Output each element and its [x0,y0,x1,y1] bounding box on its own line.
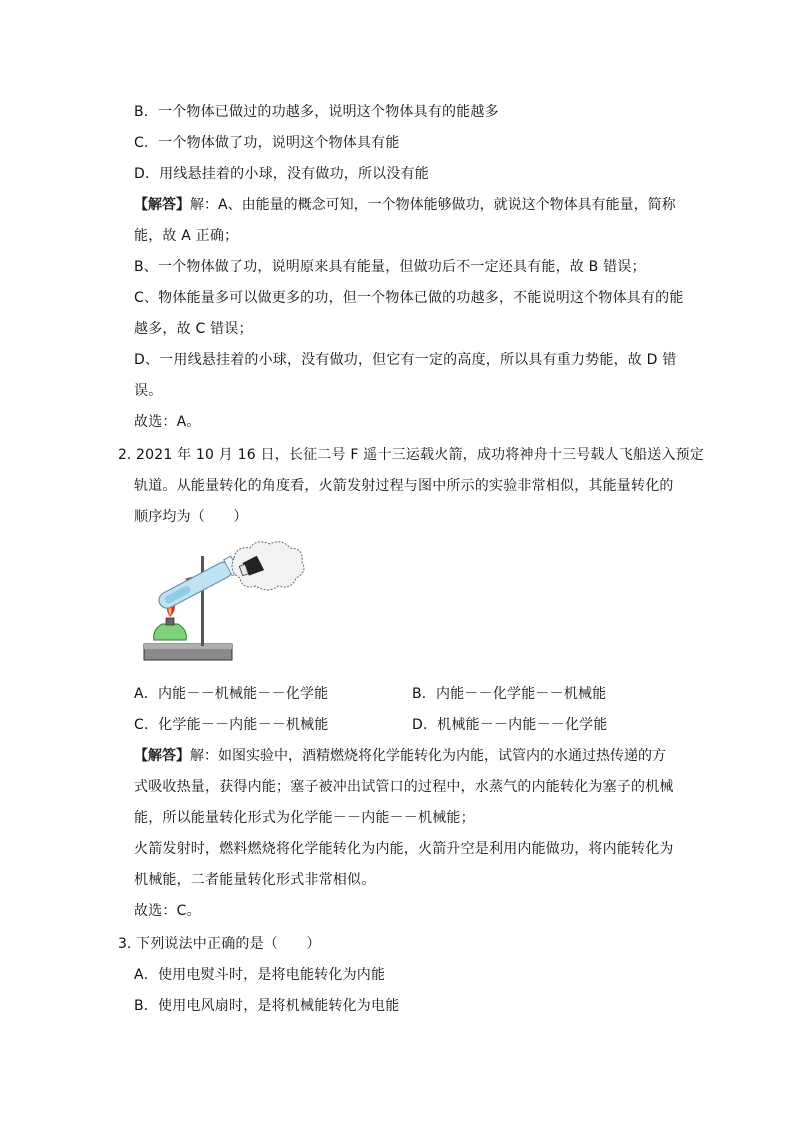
q2-answer-line-2: 式吸收热量，获得内能；塞子被冲出试管口的过程中，水蒸气的内能转化为塞子的机械 [134,779,674,795]
q2-option-d: D．机械能－－内能－－化学能 [412,717,608,733]
q3-stem: 下列说法中正确的是（ ） [136,936,321,952]
q2-answer-text-1: 解：如图实验中，酒精燃烧将化学能转化为内能，试管内的水通过热传递的方 [190,748,666,764]
q2-answer-line-1 [134,746,666,766]
q2-stem-line-1: 2021 年 10 月 16 日，长征二号 F 遥十三运载火箭，成功将神舟十三号载人飞船送入预定 [136,447,705,463]
q3-option-a: A．使用电熨斗时，是将电能转化为内能 [134,967,386,983]
q2-stem-line-2: 轨道。从能量转化的角度看，火箭发射过程与图中所示的实验非常相似，其能量转化的 [134,478,674,494]
q2-answer-line-3: 能，所以能量转化形式为化学能－－内能－－机械能； [134,810,475,826]
q1-option-b: B．一个物体已做过的功越多，说明这个物体具有的能越多 [134,104,499,120]
q2-number: 2． [118,447,141,463]
test-tube-steam-experiment-icon [140,540,310,666]
q2-answer-line-4: 火箭发射时，燃料燃烧将化学能转化为内能，火箭升空是利用内能做功，将内能转化为 [134,841,674,857]
q2-option-b: B．内能－－化学能－－机械能 [412,686,607,702]
q1-answer-line-6: D、一用线悬挂着的小球，没有做功，但它有一定的高度，所以具有重力势能，故 D 错 [134,352,677,368]
q2-answer-line-5: 机械能，二者能量转化形式非常相似。 [134,872,376,888]
q1-answer-line-1 [134,195,676,215]
q2-choice: 故选：C。 [134,903,201,919]
q1-answer-text-1: 解：A、由能量的概念可知，一个物体能够做功，就说这个物体具有能量，简称 [190,197,676,213]
q3-number: 3． [118,936,141,952]
q1-answer-line-5: 越多，故 C 错误； [134,321,253,337]
q1-option-c: C．一个物体做了功，说明这个物体具有能 [134,135,400,151]
q1-option-d: D．用线悬挂着的小球，没有做功，所以没有能 [134,166,429,182]
q3-option-b: B．使用电风扇时，是将机械能转化为电能 [134,998,400,1014]
experiment-figure [140,540,310,666]
q1-answer-line-2: 能，故 A 正确； [134,228,239,244]
q2-option-a: A．内能－－机械能－－化学能 [134,686,329,702]
q1-answer-line-7: 误。 [134,383,163,399]
q2-option-c: C．化学能－－内能－－机械能 [134,717,329,733]
answer-tag: 【解答】 [134,748,190,764]
q2-stem-line-3: 顺序均为（ ） [134,509,248,525]
answer-tag: 【解答】 [134,197,190,213]
q1-answer-line-3: B、一个物体做了功，说明原来具有能量，但做功后不一定还具有能，故 B 错误； [134,259,646,275]
q1-answer-line-4: C、物体能量多可以做更多的功，但一个物体已做的功越多，不能说明这个物体具有的能 [134,290,684,306]
q1-choice: 故选：A。 [134,414,201,430]
